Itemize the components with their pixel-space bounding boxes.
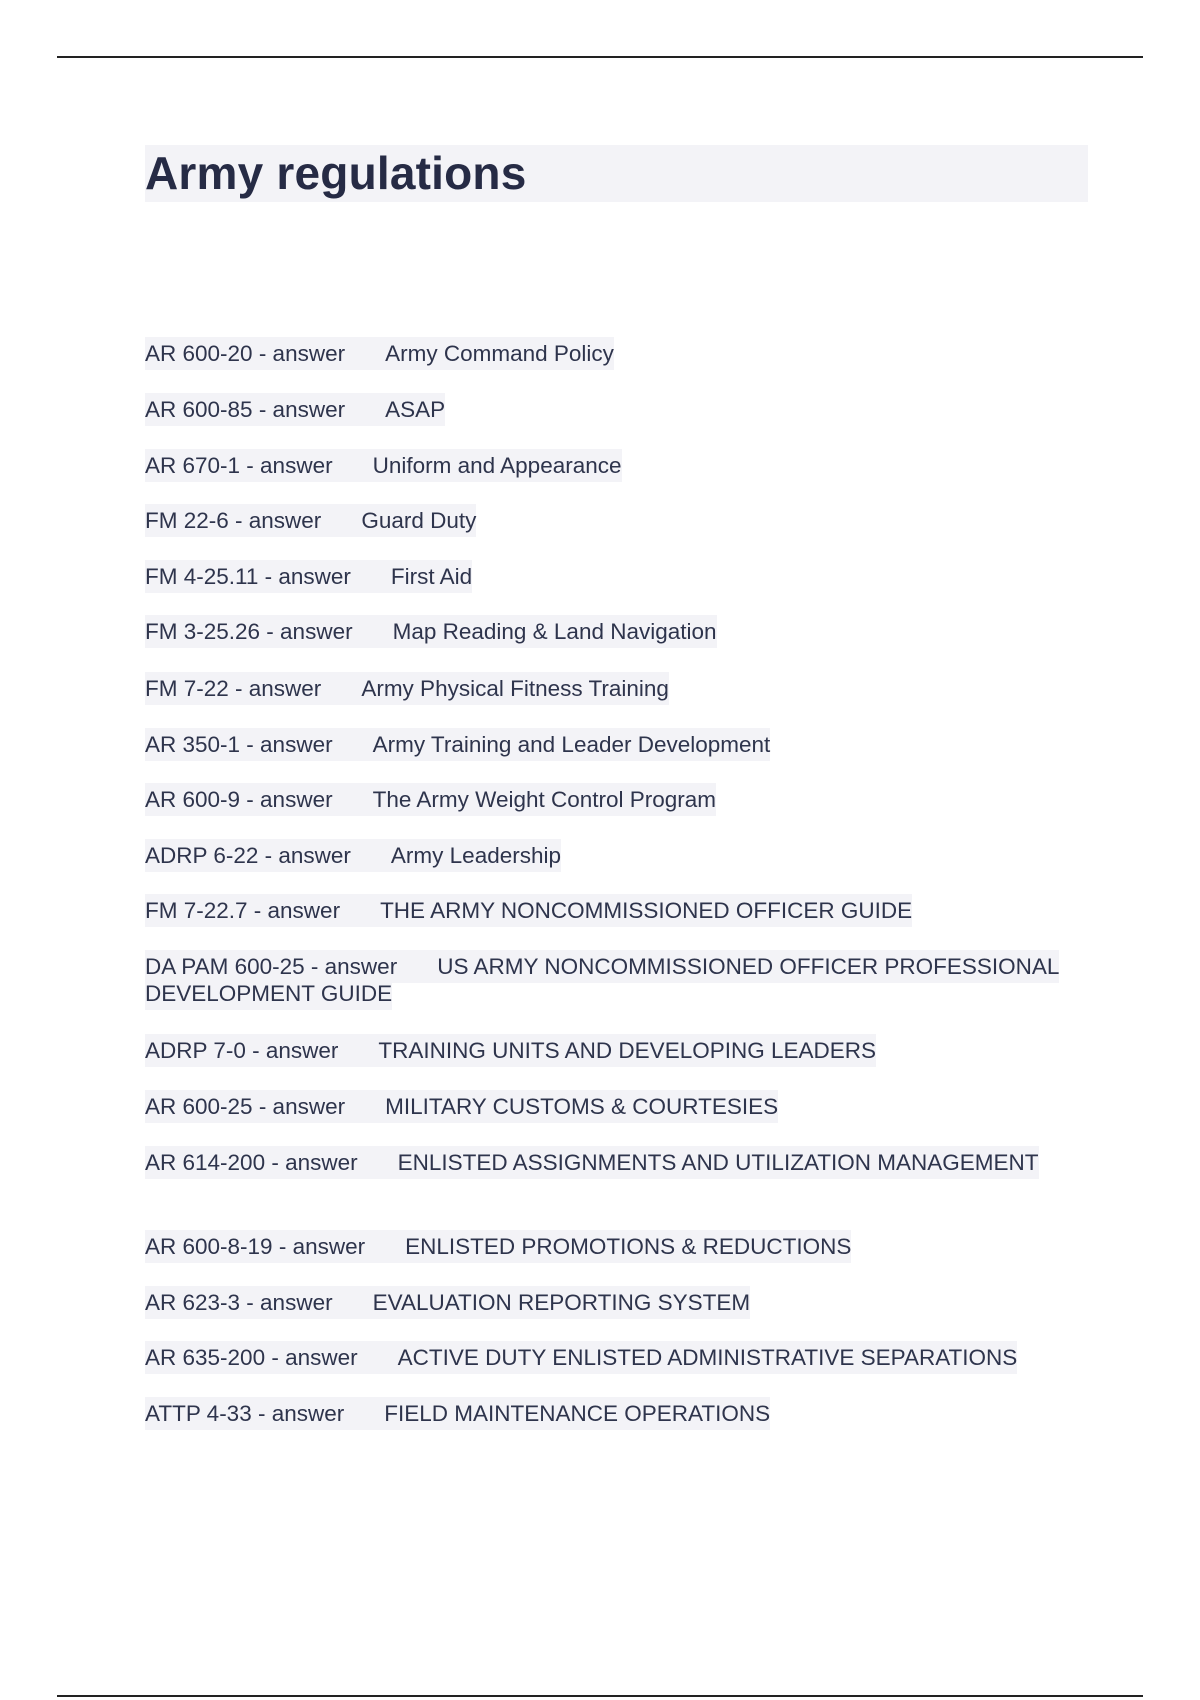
entry-term: FM 7-22 - answer: [145, 676, 322, 701]
entry-definition: ENLISTED ASSIGNMENTS AND UTILIZATION MANAGEMENT: [397, 1150, 1039, 1175]
top-rule: [57, 56, 1143, 58]
entry-definition: THE ARMY NONCOMMISSIONED OFFICER GUIDE: [380, 898, 913, 923]
entry-term: ADRP 6-22 - answer: [145, 843, 351, 868]
entry-definition: Uniform and Appearance: [372, 453, 622, 478]
entry-term: AR 614-200 - answer: [145, 1150, 358, 1175]
list-item: [145, 1149, 1095, 1176]
list-item: [145, 1400, 1095, 1427]
entry-term: FM 4-25.11 - answer: [145, 564, 351, 589]
list-item: [145, 452, 1095, 479]
list-item: [145, 1037, 1095, 1064]
entry-term: FM 7-22.7 - answer: [145, 898, 341, 923]
entry-term: AR 600-20 - answer: [145, 341, 346, 366]
entry-definition: Army Training and Leader Development: [372, 732, 771, 757]
list-item: [145, 340, 1095, 367]
entry-term: DA PAM 600-25 - answer: [145, 954, 398, 979]
entry-definition: Army Leadership: [390, 843, 562, 868]
entry-definition: EVALUATION REPORTING SYSTEM: [372, 1290, 751, 1315]
entry-definition: Army Command Policy: [385, 341, 614, 366]
entry-definition: Army Physical Fitness Training: [361, 676, 669, 701]
list-item: [145, 953, 1095, 1007]
list-item: [145, 1344, 1095, 1371]
list-item: [145, 507, 1095, 534]
list-item: [145, 563, 1095, 590]
entry-definition: First Aid: [390, 564, 473, 589]
entry-definition: Guard Duty: [361, 508, 477, 533]
entry-term: AR 623-3 - answer: [145, 1290, 333, 1315]
entry-term: ADRP 7-0 - answer: [145, 1038, 339, 1063]
list-item: [145, 1093, 1095, 1120]
entry-term: FM 22-6 - answer: [145, 508, 322, 533]
entry-definition: ACTIVE DUTY ENLISTED ADMINISTRATIVE SEPARATIONS: [397, 1345, 1018, 1370]
page-title: Army regulations: [145, 147, 527, 199]
entry-term: AR 350-1 - answer: [145, 732, 333, 757]
entry-definition: ENLISTED PROMOTIONS & REDUCTIONS: [405, 1234, 852, 1259]
list-item: [145, 842, 1095, 869]
entry-term: AR 600-9 - answer: [145, 787, 333, 812]
entry-term: AR 670-1 - answer: [145, 453, 333, 478]
bottom-rule: [57, 1695, 1143, 1697]
list-item: [145, 675, 1095, 702]
list-item: [145, 618, 1095, 645]
entry-term: AR 635-200 - answer: [145, 1345, 358, 1370]
entry-term: FM 3-25.26 - answer: [145, 619, 353, 644]
entry-definition: FIELD MAINTENANCE OPERATIONS: [384, 1401, 771, 1426]
entry-term: AR 600-8-19 - answer: [145, 1234, 366, 1259]
entry-definition: Map Reading & Land Navigation: [392, 619, 717, 644]
entry-term: AR 600-25 - answer: [145, 1094, 346, 1119]
entry-term: ATTP 4-33 - answer: [145, 1401, 345, 1426]
list-item: [145, 897, 1095, 924]
entry-term: AR 600-85 - answer: [145, 397, 346, 422]
list-item: [145, 786, 1095, 813]
entry-definition: ASAP: [385, 397, 446, 422]
entry-definition: The Army Weight Control Program: [372, 787, 717, 812]
list-item: [145, 396, 1095, 423]
list-item: [145, 731, 1095, 758]
entry-definition: TRAINING UNITS AND DEVELOPING LEADERS: [378, 1038, 877, 1063]
list-item: [145, 1233, 1095, 1260]
entry-definition: MILITARY CUSTOMS & COURTESIES: [385, 1094, 779, 1119]
list-item: [145, 1289, 1095, 1316]
entry-definition: US ARMY NONCOMMISSIONED OFFICER PROFESSIONAL DEVELOPMENT GUIDE: [145, 954, 1059, 1006]
